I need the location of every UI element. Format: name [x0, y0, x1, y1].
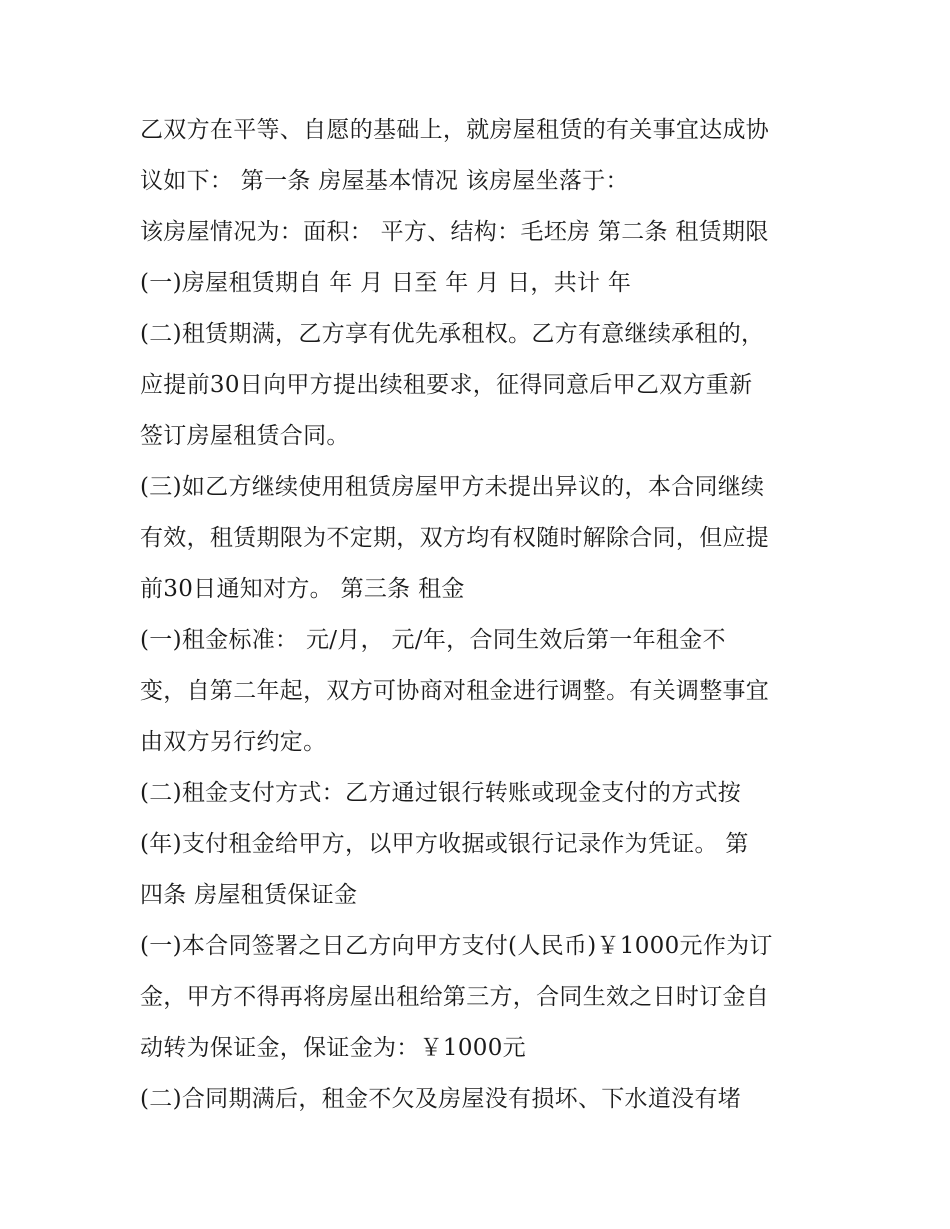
text-line: 应提前30日向甲方提出续租要求，征得同意后甲乙双方重新 — [140, 372, 753, 398]
text-line: (二)合同期满后，租金不欠及房屋没有损坏、下水道没有堵 — [140, 1086, 742, 1112]
text-line: 前30日通知对方。 第三条 租金 — [140, 576, 465, 602]
text-line: (年)支付租金给甲方，以甲方收据或银行记录作为凭证。 第 — [140, 831, 749, 857]
text-line: 议如下： 第一条 房屋基本情况 该房屋坐落于： — [140, 168, 629, 194]
text-line: 有效，租赁期限为不定期，双方均有权随时解除合同，但应提 — [140, 525, 770, 551]
text-line: 签订房屋租赁合同。 — [140, 423, 350, 449]
text-line: (一)本合同签署之日乙方向甲方支付(人民币)￥1000元作为订 — [140, 933, 773, 959]
text-line: (一)租金标准： 元/月， 元/年，合同生效后第一年租金不 — [140, 627, 726, 653]
text-line: (二)租金支付方式：乙方通过银行转账或现金支付的方式按 — [140, 780, 742, 806]
text-line: 由双方另行约定。 — [140, 729, 327, 755]
text-line: 动转为保证金，保证金为：￥1000元 — [140, 1035, 526, 1061]
text-line: (三)如乙方继续使用租赁房屋甲方未提出异议的，本合同继续 — [140, 474, 765, 500]
text-line: (一)房屋租赁期自 年 月 日至 年 月 日，共计 年 — [140, 270, 632, 296]
text-line: 四条 房屋租赁保证金 — [140, 882, 358, 908]
document-page — [140, 108, 830, 1128]
text-line: (二)租赁期满，乙方享有优先承租权。乙方有意继续承租的， — [140, 321, 765, 347]
text-line: 该房屋情况为：面积： 平方、结构：毛坯房 第二条 租赁期限 — [140, 219, 769, 245]
text-line: 变，自第二年起，双方可协商对租金进行调整。有关调整事宜 — [140, 678, 770, 704]
text-line: 金，甲方不得再将房屋出租给第三方，合同生效之日时订金自 — [140, 984, 770, 1010]
text-line: 乙双方在平等、自愿的基础上，就房屋租赁的有关事宜达成协 — [140, 117, 770, 143]
